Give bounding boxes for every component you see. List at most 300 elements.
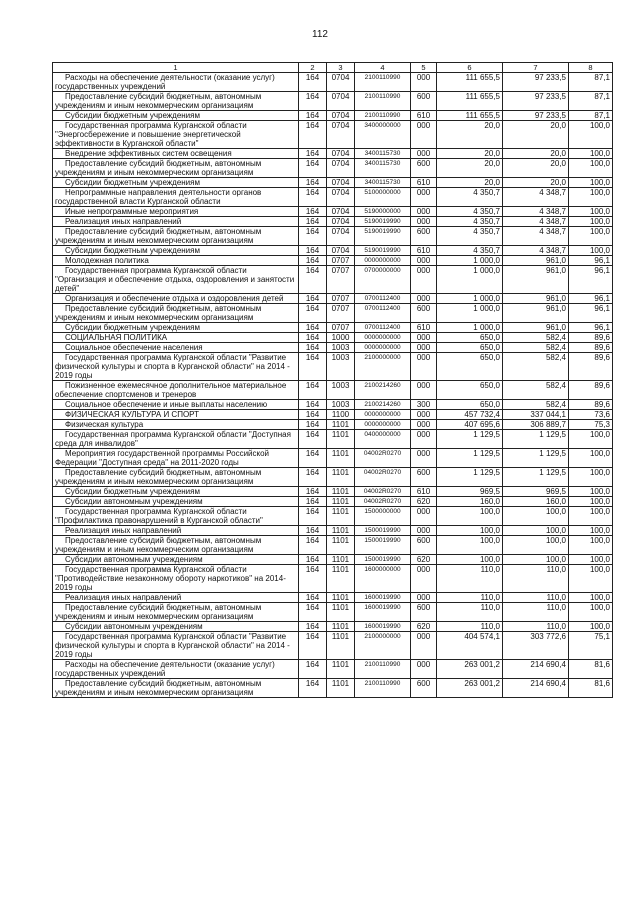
- row-section-cell: 1101: [327, 593, 355, 603]
- row-percent-cell: 100,0: [569, 430, 613, 449]
- row-expense-type-cell: 000: [411, 660, 437, 679]
- row-executed-cell: 160,0: [503, 497, 569, 507]
- row-planned-cell: 4 350,7: [437, 217, 503, 227]
- table-row: [53, 497, 613, 507]
- table-row: [53, 468, 613, 487]
- row-executed-cell: 961,0: [503, 304, 569, 323]
- row-target-article-cell: 04002R0270: [355, 468, 411, 487]
- table-row: [53, 111, 613, 121]
- row-target-article-cell: 04002R0270: [355, 449, 411, 468]
- row-section-cell: 1101: [327, 497, 355, 507]
- table-row: [53, 246, 613, 256]
- row-name-cell: Реализация иных направлений: [53, 526, 299, 536]
- row-name-cell: СОЦИАЛЬНАЯ ПОЛИТИКА: [53, 333, 299, 343]
- row-expense-type-cell: 000: [411, 410, 437, 420]
- row-admin-code-cell: 164: [299, 304, 327, 323]
- row-percent-cell: 100,0: [569, 121, 613, 149]
- table-row: [53, 159, 613, 178]
- row-target-article-cell: 1500019990: [355, 526, 411, 536]
- row-target-article-cell: 0000000000: [355, 333, 411, 343]
- row-admin-code-cell: 164: [299, 603, 327, 622]
- row-executed-cell: 100,0: [503, 526, 569, 536]
- row-section-cell: 0704: [327, 246, 355, 256]
- row-expense-type-cell: 600: [411, 92, 437, 111]
- row-name-cell: Предоставление субсидий бюджетным, автономным учреждениям и иным некоммерческим организациям: [53, 468, 299, 487]
- row-name-cell: Пожизненное ежемесячное дополнительное материальное обеспечение спортсменов и тренеров: [53, 381, 299, 400]
- row-target-article-cell: 0000000000: [355, 420, 411, 430]
- row-name-cell: Государственная программа Курганской области "Противодействие незаконному обороту наркотиков" на 2014-2019 годы: [53, 565, 299, 593]
- row-percent-cell: 81,6: [569, 679, 613, 698]
- row-executed-cell: 303 772,6: [503, 632, 569, 660]
- row-percent-cell: 100,0: [569, 217, 613, 227]
- row-admin-code-cell: 164: [299, 507, 327, 526]
- row-executed-cell: 110,0: [503, 565, 569, 593]
- row-admin-code-cell: 164: [299, 381, 327, 400]
- row-percent-cell: 100,0: [569, 246, 613, 256]
- row-executed-cell: 4 348,7: [503, 227, 569, 246]
- row-percent-cell: 100,0: [569, 207, 613, 217]
- row-planned-cell: 111 655,5: [437, 73, 503, 92]
- row-admin-code-cell: 164: [299, 555, 327, 565]
- row-admin-code-cell: 164: [299, 92, 327, 111]
- table-row: [53, 207, 613, 217]
- row-percent-cell: 87,1: [569, 111, 613, 121]
- row-section-cell: 1101: [327, 526, 355, 536]
- row-expense-type-cell: 000: [411, 266, 437, 294]
- row-section-cell: 1101: [327, 536, 355, 555]
- row-admin-code-cell: 164: [299, 333, 327, 343]
- row-planned-cell: 263 001,2: [437, 679, 503, 698]
- row-target-article-cell: 5190000000: [355, 207, 411, 217]
- row-target-article-cell: 1600019990: [355, 622, 411, 632]
- table-row: [53, 217, 613, 227]
- row-executed-cell: 20,0: [503, 149, 569, 159]
- row-target-article-cell: 1600019990: [355, 603, 411, 622]
- row-name-cell: Предоставление субсидий бюджетным, автономным учреждениям и иным некоммерческим организациям: [53, 679, 299, 698]
- row-planned-cell: 404 574,1: [437, 632, 503, 660]
- table-row: [53, 660, 613, 679]
- row-executed-cell: 214 690,4: [503, 660, 569, 679]
- row-percent-cell: 89,6: [569, 333, 613, 343]
- row-admin-code-cell: 164: [299, 593, 327, 603]
- row-planned-cell: 1 000,0: [437, 294, 503, 304]
- table-row: [53, 256, 613, 266]
- row-name-cell: Предоставление субсидий бюджетным, автономным учреждениям и иным некоммерческим организациям: [53, 159, 299, 178]
- header-cell: 6: [437, 63, 503, 73]
- row-section-cell: 1101: [327, 603, 355, 622]
- row-expense-type-cell: 000: [411, 256, 437, 266]
- row-expense-type-cell: 610: [411, 246, 437, 256]
- row-name-cell: Молодежная политика: [53, 256, 299, 266]
- row-name-cell: Предоставление субсидий бюджетным, автономным учреждениям и иным некоммерческим организациям: [53, 603, 299, 622]
- table-row: [53, 227, 613, 246]
- row-executed-cell: 582,4: [503, 333, 569, 343]
- row-planned-cell: 650,0: [437, 343, 503, 353]
- table-row: [53, 266, 613, 294]
- row-percent-cell: 100,0: [569, 149, 613, 159]
- row-expense-type-cell: 600: [411, 679, 437, 698]
- row-target-article-cell: 04002R0270: [355, 497, 411, 507]
- row-planned-cell: 1 129,5: [437, 430, 503, 449]
- row-target-article-cell: 0400000000: [355, 430, 411, 449]
- row-name-cell: Реализация иных направлений: [53, 217, 299, 227]
- row-expense-type-cell: 600: [411, 468, 437, 487]
- row-expense-type-cell: 600: [411, 159, 437, 178]
- row-executed-cell: 97 233,5: [503, 111, 569, 121]
- row-expense-type-cell: 600: [411, 304, 437, 323]
- row-section-cell: 1101: [327, 430, 355, 449]
- row-expense-type-cell: 620: [411, 497, 437, 507]
- row-planned-cell: 263 001,2: [437, 660, 503, 679]
- table-row: [53, 449, 613, 468]
- row-section-cell: 0704: [327, 159, 355, 178]
- row-expense-type-cell: 600: [411, 603, 437, 622]
- row-section-cell: 0704: [327, 188, 355, 207]
- row-expense-type-cell: 000: [411, 381, 437, 400]
- row-section-cell: 1101: [327, 449, 355, 468]
- row-executed-cell: 961,0: [503, 256, 569, 266]
- row-expense-type-cell: 610: [411, 178, 437, 188]
- table-row: [53, 536, 613, 555]
- row-name-cell: Государственная программа Курганской области "Развитие физической культуры и спорта в Курганской области" на 2014 - 2019 годы: [53, 632, 299, 660]
- row-expense-type-cell: 000: [411, 217, 437, 227]
- table-row: [53, 420, 613, 430]
- row-target-article-cell: 0000000000: [355, 410, 411, 420]
- row-admin-code-cell: 164: [299, 207, 327, 217]
- row-planned-cell: 1 129,5: [437, 449, 503, 468]
- row-target-article-cell: 0700112400: [355, 304, 411, 323]
- row-target-article-cell: 5100000000: [355, 188, 411, 207]
- row-executed-cell: 337 044,1: [503, 410, 569, 420]
- row-executed-cell: 582,4: [503, 343, 569, 353]
- row-target-article-cell: 3400115730: [355, 178, 411, 188]
- row-name-cell: Иные непрограммные мероприятия: [53, 207, 299, 217]
- row-percent-cell: 100,0: [569, 593, 613, 603]
- row-executed-cell: 961,0: [503, 266, 569, 294]
- row-admin-code-cell: 164: [299, 449, 327, 468]
- row-admin-code-cell: 164: [299, 622, 327, 632]
- table-row: [53, 603, 613, 622]
- row-planned-cell: 4 350,7: [437, 227, 503, 246]
- row-expense-type-cell: 600: [411, 536, 437, 555]
- row-section-cell: 0704: [327, 149, 355, 159]
- row-target-article-cell: 5190019990: [355, 217, 411, 227]
- row-name-cell: Государственная программа Курганской области "Энергосбережение и повышение энергетической эффективности в Курганской области": [53, 121, 299, 149]
- row-percent-cell: 89,6: [569, 353, 613, 381]
- row-target-article-cell: 0700000000: [355, 266, 411, 294]
- row-planned-cell: 4 350,7: [437, 188, 503, 207]
- row-target-article-cell: 0700112400: [355, 294, 411, 304]
- row-executed-cell: 1 129,5: [503, 430, 569, 449]
- row-expense-type-cell: 300: [411, 400, 437, 410]
- table-row: [53, 632, 613, 660]
- table-row: [53, 430, 613, 449]
- row-percent-cell: 87,1: [569, 73, 613, 92]
- row-planned-cell: 650,0: [437, 353, 503, 381]
- row-percent-cell: 96,1: [569, 323, 613, 333]
- row-percent-cell: 100,0: [569, 178, 613, 188]
- row-expense-type-cell: 000: [411, 343, 437, 353]
- table-row: [53, 92, 613, 111]
- table-row: [53, 333, 613, 343]
- row-section-cell: 0704: [327, 207, 355, 217]
- row-name-cell: Государственная программа Курганской области "Организация и обеспечение отдыха, оздоровления и занятости детей": [53, 266, 299, 294]
- row-expense-type-cell: 000: [411, 121, 437, 149]
- row-name-cell: Государственная программа Курганской области "Развитие физической культуры и спорта в Курганской области" на 2014 - 2019 годы: [53, 353, 299, 381]
- row-admin-code-cell: 164: [299, 660, 327, 679]
- row-name-cell: Государственная программа Курганской области "Профилактика правонарушений в Курганской области": [53, 507, 299, 526]
- row-executed-cell: 4 348,7: [503, 217, 569, 227]
- row-planned-cell: 111 655,5: [437, 111, 503, 121]
- row-target-article-cell: 3400115730: [355, 149, 411, 159]
- header-cell: 1: [53, 63, 299, 73]
- table-row: [53, 121, 613, 149]
- row-expense-type-cell: 000: [411, 430, 437, 449]
- row-name-cell: ФИЗИЧЕСКАЯ КУЛЬТУРА И СПОРТ: [53, 410, 299, 420]
- row-planned-cell: 110,0: [437, 622, 503, 632]
- row-section-cell: 1101: [327, 468, 355, 487]
- row-planned-cell: 650,0: [437, 333, 503, 343]
- row-name-cell: Государственная программа Курганской области "Доступная среда для инвалидов": [53, 430, 299, 449]
- header-cell: 8: [569, 63, 613, 73]
- table-row: [53, 555, 613, 565]
- row-percent-cell: 89,6: [569, 381, 613, 400]
- row-admin-code-cell: 164: [299, 217, 327, 227]
- row-expense-type-cell: 610: [411, 487, 437, 497]
- row-admin-code-cell: 164: [299, 178, 327, 188]
- row-name-cell: Предоставление субсидий бюджетным, автономным учреждениям и иным некоммерческим организациям: [53, 92, 299, 111]
- row-section-cell: 0704: [327, 227, 355, 246]
- row-target-article-cell: 2100000000: [355, 353, 411, 381]
- row-executed-cell: 582,4: [503, 353, 569, 381]
- table-row: [53, 73, 613, 92]
- row-name-cell: Реализация иных направлений: [53, 593, 299, 603]
- row-target-article-cell: 2100214260: [355, 381, 411, 400]
- row-planned-cell: 4 350,7: [437, 207, 503, 217]
- table-header-row: [53, 63, 613, 73]
- row-section-cell: 1003: [327, 353, 355, 381]
- row-target-article-cell: 5190019990: [355, 227, 411, 246]
- row-planned-cell: 1 000,0: [437, 266, 503, 294]
- row-percent-cell: 89,6: [569, 400, 613, 410]
- row-section-cell: 0704: [327, 217, 355, 227]
- row-expense-type-cell: 000: [411, 593, 437, 603]
- row-executed-cell: 20,0: [503, 121, 569, 149]
- row-section-cell: 0707: [327, 256, 355, 266]
- row-percent-cell: 100,0: [569, 487, 613, 497]
- row-name-cell: Расходы на обеспечение деятельности (оказание услуг) государственных учреждений: [53, 660, 299, 679]
- row-section-cell: 0707: [327, 294, 355, 304]
- row-section-cell: 0704: [327, 111, 355, 121]
- row-target-article-cell: 2100214260: [355, 400, 411, 410]
- row-section-cell: 1100: [327, 410, 355, 420]
- row-name-cell: Внедрение эффективных систем освещения: [53, 149, 299, 159]
- header-cell: 3: [327, 63, 355, 73]
- row-name-cell: Субсидии бюджетным учреждениям: [53, 246, 299, 256]
- row-planned-cell: 1 000,0: [437, 256, 503, 266]
- row-percent-cell: 96,1: [569, 266, 613, 294]
- row-admin-code-cell: 164: [299, 420, 327, 430]
- row-name-cell: Социальное обеспечение и иные выплаты населению: [53, 400, 299, 410]
- row-percent-cell: 100,0: [569, 449, 613, 468]
- row-percent-cell: 100,0: [569, 227, 613, 246]
- row-name-cell: Социальное обеспечение населения: [53, 343, 299, 353]
- row-planned-cell: 100,0: [437, 526, 503, 536]
- row-admin-code-cell: 164: [299, 323, 327, 333]
- row-section-cell: 1101: [327, 632, 355, 660]
- row-percent-cell: 100,0: [569, 603, 613, 622]
- row-admin-code-cell: 164: [299, 343, 327, 353]
- row-planned-cell: 20,0: [437, 159, 503, 178]
- row-percent-cell: 100,0: [569, 555, 613, 565]
- row-admin-code-cell: 164: [299, 400, 327, 410]
- row-section-cell: 1101: [327, 487, 355, 497]
- row-name-cell: Мероприятия государственной программы Российской Федерации "Доступная среда" на 2011-2020 годы: [53, 449, 299, 468]
- row-executed-cell: 582,4: [503, 400, 569, 410]
- row-percent-cell: 100,0: [569, 622, 613, 632]
- row-name-cell: Субсидии автономным учреждениям: [53, 622, 299, 632]
- row-planned-cell: 20,0: [437, 121, 503, 149]
- row-target-article-cell: 2100110990: [355, 92, 411, 111]
- row-executed-cell: 961,0: [503, 323, 569, 333]
- row-admin-code-cell: 164: [299, 256, 327, 266]
- row-admin-code-cell: 164: [299, 159, 327, 178]
- row-percent-cell: 100,0: [569, 536, 613, 555]
- row-executed-cell: 110,0: [503, 622, 569, 632]
- row-section-cell: 1101: [327, 660, 355, 679]
- row-section-cell: 1003: [327, 381, 355, 400]
- row-target-article-cell: 1500019990: [355, 555, 411, 565]
- row-target-article-cell: 5190019990: [355, 246, 411, 256]
- row-admin-code-cell: 164: [299, 565, 327, 593]
- row-admin-code-cell: 164: [299, 121, 327, 149]
- row-name-cell: Субсидии бюджетным учреждениям: [53, 487, 299, 497]
- row-name-cell: Субсидии бюджетным учреждениям: [53, 178, 299, 188]
- row-planned-cell: 110,0: [437, 593, 503, 603]
- row-planned-cell: 1 129,5: [437, 468, 503, 487]
- row-executed-cell: 20,0: [503, 159, 569, 178]
- row-target-article-cell: 3400115730: [355, 159, 411, 178]
- row-executed-cell: 961,0: [503, 294, 569, 304]
- header-cell: 5: [411, 63, 437, 73]
- row-executed-cell: 214 690,4: [503, 679, 569, 698]
- table-row: [53, 304, 613, 323]
- row-expense-type-cell: 000: [411, 507, 437, 526]
- row-executed-cell: 306 889,7: [503, 420, 569, 430]
- row-target-article-cell: 1500019990: [355, 536, 411, 555]
- row-target-article-cell: 2100000000: [355, 632, 411, 660]
- row-expense-type-cell: 000: [411, 333, 437, 343]
- row-expense-type-cell: 000: [411, 420, 437, 430]
- row-admin-code-cell: 164: [299, 430, 327, 449]
- row-section-cell: 1101: [327, 555, 355, 565]
- row-target-article-cell: 04002R0270: [355, 487, 411, 497]
- row-admin-code-cell: 164: [299, 111, 327, 121]
- row-percent-cell: 96,1: [569, 256, 613, 266]
- row-section-cell: 0707: [327, 266, 355, 294]
- table-row: [53, 381, 613, 400]
- row-name-cell: Расходы на обеспечение деятельности (оказание услуг) государственных учреждений: [53, 73, 299, 92]
- row-target-article-cell: 2100110990: [355, 679, 411, 698]
- row-target-article-cell: 3400000000: [355, 121, 411, 149]
- row-expense-type-cell: 610: [411, 111, 437, 121]
- row-target-article-cell: 2100110990: [355, 73, 411, 92]
- row-executed-cell: 110,0: [503, 593, 569, 603]
- row-percent-cell: 87,1: [569, 92, 613, 111]
- row-percent-cell: 73,6: [569, 410, 613, 420]
- table-row: [53, 400, 613, 410]
- row-planned-cell: 1 000,0: [437, 323, 503, 333]
- row-admin-code-cell: 164: [299, 497, 327, 507]
- row-section-cell: 0707: [327, 304, 355, 323]
- row-section-cell: 1101: [327, 507, 355, 526]
- row-expense-type-cell: 000: [411, 565, 437, 593]
- row-name-cell: Физическая культура: [53, 420, 299, 430]
- row-expense-type-cell: 620: [411, 555, 437, 565]
- row-expense-type-cell: 610: [411, 323, 437, 333]
- row-planned-cell: 160,0: [437, 497, 503, 507]
- row-admin-code-cell: 164: [299, 227, 327, 246]
- row-planned-cell: 969,5: [437, 487, 503, 497]
- table-row: [53, 565, 613, 593]
- row-executed-cell: 100,0: [503, 507, 569, 526]
- row-expense-type-cell: 000: [411, 294, 437, 304]
- row-executed-cell: 4 348,7: [503, 188, 569, 207]
- row-percent-cell: 100,0: [569, 188, 613, 207]
- row-percent-cell: 100,0: [569, 565, 613, 593]
- row-target-article-cell: 0000000000: [355, 343, 411, 353]
- row-admin-code-cell: 164: [299, 526, 327, 536]
- row-name-cell: Предоставление субсидий бюджетным, автономным учреждениям и иным некоммерческим организациям: [53, 304, 299, 323]
- row-admin-code-cell: 164: [299, 188, 327, 207]
- row-planned-cell: 111 655,5: [437, 92, 503, 111]
- row-section-cell: 1101: [327, 679, 355, 698]
- row-executed-cell: 100,0: [503, 555, 569, 565]
- row-percent-cell: 89,6: [569, 343, 613, 353]
- row-planned-cell: 4 350,7: [437, 246, 503, 256]
- row-admin-code-cell: 164: [299, 487, 327, 497]
- row-name-cell: Непрограммные направления деятельности органов государственной власти Курганской области: [53, 188, 299, 207]
- row-admin-code-cell: 164: [299, 410, 327, 420]
- row-admin-code-cell: 164: [299, 536, 327, 555]
- row-expense-type-cell: 000: [411, 207, 437, 217]
- row-percent-cell: 100,0: [569, 497, 613, 507]
- row-section-cell: 0704: [327, 121, 355, 149]
- row-admin-code-cell: 164: [299, 246, 327, 256]
- table-row: [53, 487, 613, 497]
- header-cell: 7: [503, 63, 569, 73]
- row-target-article-cell: 1500000000: [355, 507, 411, 526]
- row-admin-code-cell: 164: [299, 679, 327, 698]
- table-row: [53, 622, 613, 632]
- row-percent-cell: 81,6: [569, 660, 613, 679]
- budget-table: [52, 62, 613, 698]
- row-executed-cell: 97 233,5: [503, 92, 569, 111]
- row-admin-code-cell: 164: [299, 73, 327, 92]
- row-section-cell: 1003: [327, 343, 355, 353]
- row-planned-cell: 1 000,0: [437, 304, 503, 323]
- row-name-cell: Субсидии бюджетным учреждениям: [53, 111, 299, 121]
- row-expense-type-cell: 000: [411, 73, 437, 92]
- row-expense-type-cell: 000: [411, 632, 437, 660]
- row-planned-cell: 457 732,4: [437, 410, 503, 420]
- table-row: [53, 323, 613, 333]
- row-planned-cell: 100,0: [437, 507, 503, 526]
- row-target-article-cell: 1600019990: [355, 593, 411, 603]
- row-expense-type-cell: 620: [411, 622, 437, 632]
- row-percent-cell: 100,0: [569, 468, 613, 487]
- row-percent-cell: 96,1: [569, 294, 613, 304]
